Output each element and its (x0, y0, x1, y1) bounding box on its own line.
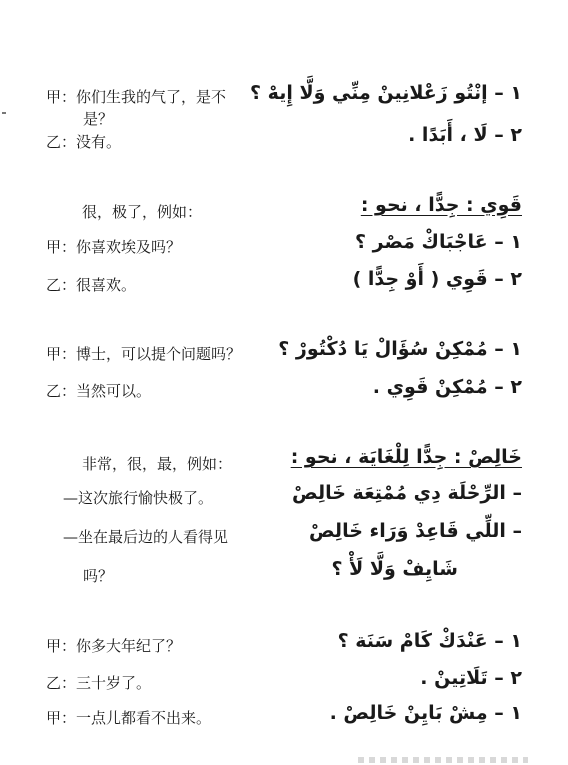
ar-line-9 (291, 446, 522, 468)
cn-line-4: 很，极了，例如： (82, 203, 203, 221)
ar-line-8: ٢ – مُمْكِنْ قَوِي . (372, 376, 522, 398)
scan-artifact (358, 757, 528, 763)
cn-line-6: 乙：很喜欢。 (46, 276, 137, 294)
ar-line-7: ١ – مُمْكِنْ سُؤَالْ يَا دُكْتُورْ ؟ (278, 338, 522, 360)
ar-line-3: ٢ – لَا ، أَبَدًا . (408, 124, 522, 146)
cn-line-15: 甲：一点儿都看不出来。 (46, 709, 212, 727)
ar-line-1: ١ – إنْتُو زَعْلانِينْ مِنِّي وَلَّا إِيهْ ؟ (250, 82, 522, 104)
cn-line-11: —坐在最后边的人看得见 (63, 528, 229, 546)
ar-line-5: ١ – عَاجْبَاكْ مَصْر ؟ (354, 231, 522, 253)
cn-line-10: —这次旅行愉快极了。 (63, 489, 214, 507)
ar-line-10: – الرِّحْلَة دِي مُمْتِعَة خَالِصْ (292, 482, 522, 504)
ar-line-15: ١ – مِشْ بَايِنْ خَالِصْ . (329, 702, 522, 724)
cn-line-3: 乙：没有。 (46, 133, 122, 151)
ar-line-4 (361, 194, 522, 216)
margin-mark (2, 112, 6, 114)
cn-line-14: 乙：三十岁了。 (46, 674, 152, 692)
cn-line-1: 甲：你们生我的气了，是不 (46, 88, 227, 106)
ar-line-12: شَايِفْ وَلَّا لَأْ ؟ (331, 558, 458, 580)
cn-line-7: 甲：博士，可以提个问题吗？ (46, 345, 242, 363)
ar-line-11: – اللِّي قَاعِدْ وَرَاء خَالِصْ (309, 520, 522, 542)
cn-line-12: 吗？ (83, 567, 114, 585)
ar-heading-khalis: خَالِصْ : جِدًّا لِلْغَايَة ، نحو : (290, 446, 522, 468)
cn-line-9: 非常，很，最，例如： (82, 455, 233, 473)
ar-heading-qawi: قَوِي : جِدًّا ، نحو : (360, 194, 522, 216)
cn-line-2: 是？ (83, 110, 114, 128)
ar-line-13: ١ – عَنْدَكْ كَامْ سَنَة ؟ (337, 630, 522, 652)
ar-line-14: ٢ – تَلَاتِينْ . (420, 667, 522, 689)
ar-line-6: ٢ – قَوِي ( أَوْ جِدًّا ) (352, 268, 522, 290)
cn-line-5: 甲：你喜欢埃及吗？ (46, 238, 182, 256)
cn-line-8: 乙：当然可以。 (46, 382, 152, 400)
cn-line-13: 甲：你多大年纪了？ (46, 637, 182, 655)
